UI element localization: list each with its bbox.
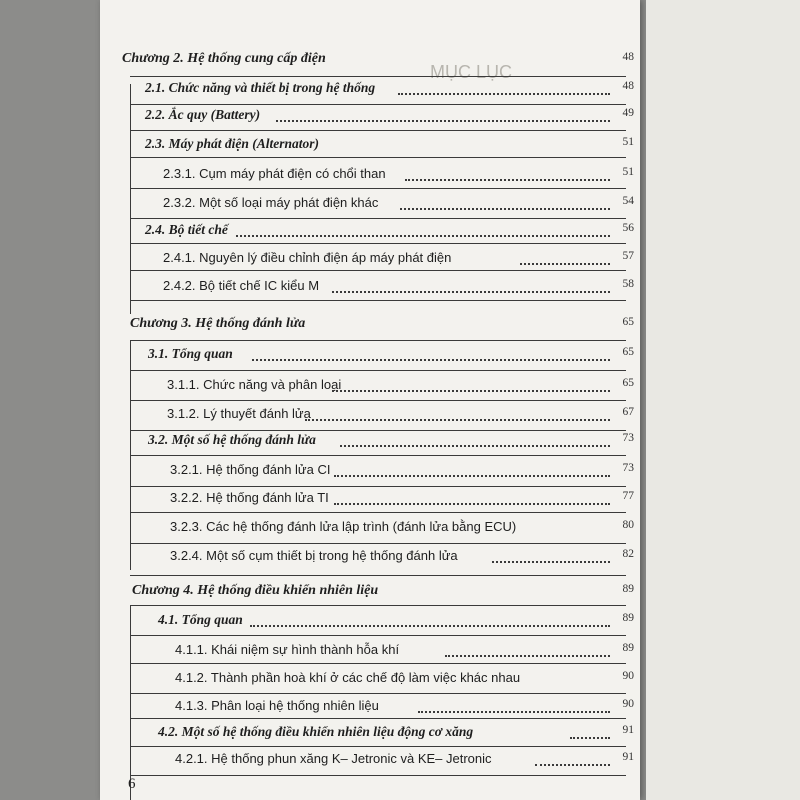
leader-dots: [445, 655, 610, 657]
toc-page-number: 67: [622, 406, 634, 418]
toc-chapter[interactable]: [100, 583, 640, 607]
toc-page-number: 65: [622, 316, 634, 328]
toc-label: 4.2.1. Hệ thống phun xăng K– Jetronic và KE– Jetronic: [175, 751, 492, 766]
leader-dots: [398, 93, 610, 95]
toc-label: Chương 4. Hệ thống điều khiển nhiên liệu: [132, 583, 379, 598]
toc-page-number: 90: [622, 670, 634, 682]
toc-label: 3.2. Một số hệ thống đánh lửa: [148, 432, 316, 447]
toc-label: 3.2.4. Một số cụm thiết bị trong hệ thống đánh lửa: [170, 548, 458, 563]
toc-page-number: 90: [622, 698, 634, 710]
toc-page-number: 73: [622, 432, 634, 444]
toc-subsection[interactable]: [100, 642, 640, 666]
leader-dots: [492, 561, 610, 563]
adjacent-page: [646, 0, 800, 800]
toc-page-number: 80: [622, 519, 634, 531]
toc-section[interactable]: [100, 80, 640, 104]
row-rule: [130, 76, 626, 77]
row-rule: [130, 370, 626, 371]
leader-dots: [332, 390, 610, 392]
row-rule: [130, 575, 626, 576]
toc-page-number: 48: [622, 80, 634, 92]
toc-subsection[interactable]: [100, 166, 640, 190]
toc-label: 2.1. Chức năng và thiết bị trong hệ thống: [145, 80, 376, 95]
toc-label: 3.2.2. Hệ thống đánh lửa TI: [170, 490, 329, 505]
toc-subsection[interactable]: [100, 462, 640, 486]
leader-dots: [334, 475, 610, 477]
toc-subsection[interactable]: [100, 195, 640, 219]
toc-subsection[interactable]: [100, 548, 640, 572]
leader-dots: [334, 503, 610, 505]
toc-label: 2.3.1. Cụm máy phát điện có chổi than: [163, 166, 386, 181]
toc-section[interactable]: [100, 346, 640, 370]
toc-section[interactable]: [100, 724, 640, 748]
toc-section[interactable]: [100, 432, 640, 456]
toc-subsection[interactable]: [100, 377, 640, 401]
toc-label: 3.2.3. Các hệ thống đánh lửa lập trình (đánh lửa bằng ECU): [170, 519, 517, 534]
leader-dots: [535, 764, 610, 766]
toc-label: 3.1. Tổng quan: [148, 346, 233, 361]
toc-section[interactable]: [100, 612, 640, 636]
toc-label: 4.1. Tổng quan: [158, 612, 243, 627]
toc-page-number: 54: [622, 195, 634, 207]
toc-label: 2.2. Ắc quy (Battery): [145, 107, 261, 122]
toc-label: 2.4.1. Nguyên lý điều chỉnh điện áp máy phát điện: [163, 250, 452, 265]
toc-label: Chương 3. Hệ thống đánh lửa: [130, 316, 306, 331]
row-rule: [130, 543, 626, 544]
toc-label: 4.1.3. Phân loại hệ thống nhiên liệu: [175, 698, 379, 713]
row-rule: [130, 430, 626, 431]
toc-page-number: 57: [622, 250, 634, 262]
toc-page: [100, 0, 640, 800]
toc-chapter[interactable]: [100, 316, 640, 340]
leader-dots: [252, 359, 610, 361]
leader-dots: [520, 263, 610, 265]
toc-section[interactable]: [100, 136, 640, 160]
toc-page-number: 77: [622, 490, 634, 502]
leader-dots: [405, 179, 610, 181]
toc-label: 2.3. Máy phát điện (Alternator): [145, 136, 320, 151]
toc-label: Chương 2. Hệ thống cung cấp điện: [122, 51, 326, 66]
toc-page-number: 91: [622, 751, 634, 763]
toc-section[interactable]: [100, 107, 640, 131]
toc-page-number: 49: [622, 107, 634, 119]
toc-label: 3.1.1. Chức năng và phân loại: [167, 377, 342, 392]
toc-page-number: 51: [622, 166, 634, 178]
toc-page-number: 56: [622, 222, 634, 234]
leader-dots: [236, 235, 610, 237]
row-rule: [130, 775, 626, 776]
toc-chapter[interactable]: [100, 51, 640, 75]
toc-label: 2.4.2. Bộ tiết chế IC kiểu M: [163, 278, 320, 293]
toc-subsection[interactable]: [100, 670, 640, 694]
toc-page-number: 58: [622, 278, 634, 290]
toc-label: 4.2. Một số hệ thống điều khiển nhiên liệu động cơ xăng: [158, 724, 474, 739]
toc-subsection[interactable]: [100, 751, 640, 775]
toc-label: 4.1.2. Thành phần hoà khí ở các chế độ làm việc khác nhau: [175, 670, 521, 685]
toc-subsection[interactable]: [100, 519, 640, 543]
toc-page-number: 91: [622, 724, 634, 736]
toc-page-number: 51: [622, 136, 634, 148]
toc-page-number: 65: [622, 346, 634, 358]
leader-dots: [340, 445, 610, 447]
toc-page-number: 89: [622, 583, 634, 595]
leader-dots: [332, 291, 610, 293]
toc-subsection[interactable]: [100, 250, 640, 274]
toc-page-number: 82: [622, 548, 634, 560]
leader-dots: [400, 208, 610, 210]
leader-dots: [250, 625, 610, 627]
page-number: 6: [128, 776, 136, 792]
toc-label: 3.2.1. Hệ thống đánh lửa CI: [170, 462, 331, 477]
toc-page-number: 89: [622, 642, 634, 654]
toc-label: 2.3.2. Một số loại máy phát điện khác: [163, 195, 379, 210]
toc-subsection[interactable]: [100, 490, 640, 514]
toc-page-number: 48: [622, 51, 634, 63]
toc-subsection[interactable]: [100, 406, 640, 430]
toc-subsection[interactable]: [100, 278, 640, 302]
leader-dots: [305, 419, 610, 421]
toc-label: 2.4. Bộ tiết chế: [145, 222, 228, 237]
leader-dots: [570, 737, 610, 739]
toc-page-number: 73: [622, 462, 634, 474]
toc-subsection[interactable]: [100, 698, 640, 722]
row-rule: [130, 340, 626, 341]
toc-page-number: 89: [622, 612, 634, 624]
leader-dots: [418, 711, 610, 713]
toc-label: 3.1.2. Lý thuyết đánh lửa: [167, 406, 311, 421]
toc-label: 4.1.1. Khái niệm sự hình thành hỗa khí: [175, 642, 400, 657]
toc-page-number: 65: [622, 377, 634, 389]
row-rule: [130, 486, 626, 487]
leader-dots: [276, 120, 610, 122]
bleed-through: MỤC LỤC: [430, 62, 513, 82]
toc-section[interactable]: [100, 222, 640, 246]
row-rule: [130, 104, 626, 105]
